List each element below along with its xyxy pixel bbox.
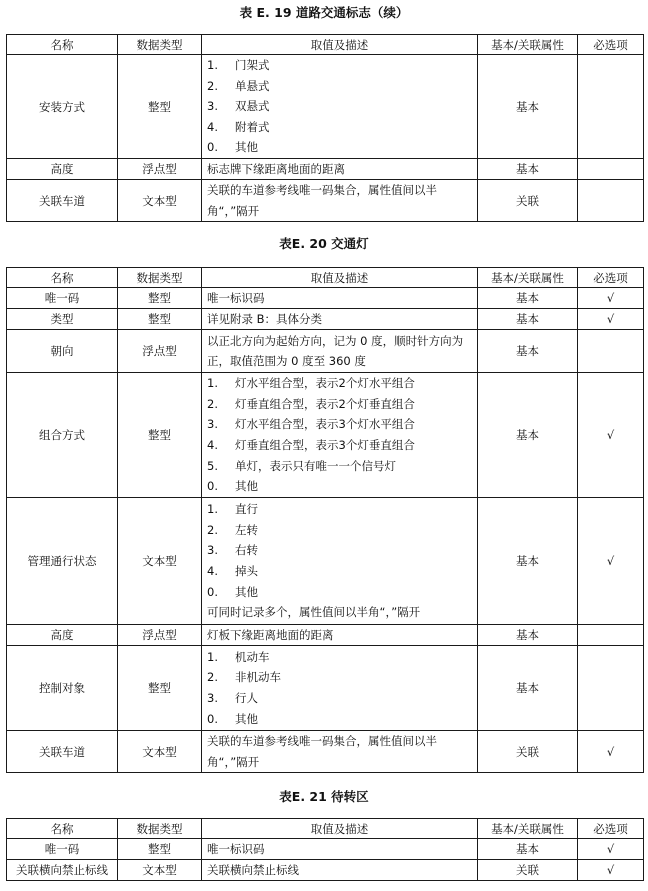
header-name: 名称 — [7, 35, 118, 55]
table-row — [7, 839, 644, 860]
cell-required: √ — [578, 498, 644, 625]
cell-required: √ — [578, 860, 644, 881]
header-description: 取值及描述 — [202, 819, 478, 839]
cell-type: 文本型 — [118, 180, 202, 222]
cell-description — [202, 55, 478, 159]
header-type: 数据类型 — [118, 819, 202, 839]
cell-name: 关联车道 — [7, 180, 118, 222]
list-item: 1. 门架式 — [207, 58, 270, 73]
cell-required: √ — [578, 373, 644, 498]
cell-name: 关联横向禁止标线 — [7, 860, 118, 881]
table-row — [7, 180, 644, 222]
cell-description: 灯板下缘距离地面的距离 — [202, 625, 478, 646]
header-row — [7, 268, 644, 288]
cell-name: 组合方式 — [7, 373, 118, 498]
header-required: 必选项 — [578, 268, 644, 288]
cell-name: 管理通行状态 — [7, 498, 118, 625]
list-item: 3. 右转 — [207, 543, 258, 558]
list-item: 2. 左转 — [207, 522, 258, 537]
table-title-e19: 表 E. 19 道路交通标志（续） — [239, 5, 409, 20]
cell-attribute: 关联 — [478, 860, 578, 881]
table-row — [7, 625, 644, 646]
cell-type: 整型 — [118, 373, 202, 498]
table-title-e21: 表E. 21 待转区 — [279, 789, 369, 804]
cell-description: 关联的车道参考线唯一码集合，属性值间以半角“，”隔开 — [202, 180, 478, 222]
cell-type: 整型 — [118, 55, 202, 159]
cell-attribute: 关联 — [478, 180, 578, 222]
cell-required: √ — [578, 731, 644, 773]
cell-type: 浮点型 — [118, 159, 202, 180]
cell-attribute: 基本 — [478, 373, 578, 498]
cell-name: 唯一码 — [7, 839, 118, 860]
table-row — [7, 330, 644, 373]
cell-type: 整型 — [118, 646, 202, 731]
table-e21 — [6, 818, 644, 881]
header-type: 数据类型 — [118, 35, 202, 55]
cell-name: 高度 — [7, 159, 118, 180]
header-attribute: 基本/关联属性 — [478, 819, 578, 839]
header-type: 数据类型 — [118, 268, 202, 288]
header-row — [7, 35, 644, 55]
cell-name: 控制对象 — [7, 646, 118, 731]
header-description: 取值及描述 — [202, 35, 478, 55]
cell-attribute: 基本 — [478, 330, 578, 373]
cell-required — [578, 646, 644, 731]
table-row — [7, 731, 644, 773]
list-item: 2. 单悬式 — [207, 78, 270, 93]
cell-type: 整型 — [118, 288, 202, 309]
table-row — [7, 288, 644, 309]
list-item: 3. 双悬式 — [207, 99, 270, 114]
cell-type: 文本型 — [118, 498, 202, 625]
cell-required — [578, 159, 644, 180]
cell-attribute: 基本 — [478, 55, 578, 159]
list-item: 4. 附着式 — [207, 119, 270, 134]
cell-note: 可同时记录多个，属性值间以半角“，”隔开 — [207, 605, 421, 620]
cell-description: 唯一标识码 — [202, 288, 478, 309]
list-item: 1. 机动车 — [207, 649, 270, 664]
list-item: 5. 单灯，表示只有唯一一个信号灯 — [207, 458, 396, 473]
header-required: 必选项 — [578, 819, 644, 839]
cell-attribute: 基本 — [478, 288, 578, 309]
table-row — [7, 373, 644, 498]
list-item: 1. 灯水平组合型，表示2个灯水平组合 — [207, 376, 415, 391]
list-item: 0. 其他 — [207, 140, 258, 155]
table-e19 — [6, 34, 644, 222]
cell-name: 类型 — [7, 309, 118, 330]
list-item: 3. 灯水平组合型，表示3个灯水平组合 — [207, 417, 415, 432]
list-item: 2. 灯垂直组合型，表示2个灯垂直组合 — [207, 396, 415, 411]
cell-required — [578, 55, 644, 159]
cell-type: 文本型 — [118, 860, 202, 881]
list-item: 4. 掉头 — [207, 564, 258, 578]
cell-attribute: 基本 — [478, 839, 578, 860]
list-item: 2. 非机动车 — [207, 670, 281, 685]
list-item: 0. 其他 — [207, 584, 258, 599]
list-item: 3. 行人 — [207, 691, 258, 705]
header-attribute: 基本/关联属性 — [478, 35, 578, 55]
cell-name: 关联车道 — [7, 731, 118, 773]
cell-description: 关联的车道参考线唯一码集合，属性值间以半角“，”隔开 — [202, 731, 478, 773]
table-row — [7, 646, 644, 731]
list-item: 0. 其他 — [207, 479, 258, 494]
cell-description: 详见附录 B：具体分类 — [202, 309, 478, 330]
cell-required: √ — [578, 309, 644, 330]
cell-attribute: 基本 — [478, 646, 578, 731]
cell-description — [202, 373, 478, 498]
cell-description — [202, 646, 478, 731]
cell-description: 以正北方向为起始方向，记为 0 度，顺时针方向为正，取值范围为 0 度至 360 度 — [202, 330, 478, 373]
header-attribute: 基本/关联属性 — [478, 268, 578, 288]
list-item: 0. 其他 — [207, 711, 258, 726]
list-item: 1. 直行 — [207, 502, 258, 517]
cell-type: 浮点型 — [118, 330, 202, 373]
cell-name: 唯一码 — [7, 288, 118, 309]
header-row — [7, 819, 644, 839]
table-row — [7, 498, 644, 625]
cell-required: √ — [578, 839, 644, 860]
list-item: 4. 灯垂直组合型，表示3个灯垂直组合 — [207, 438, 415, 452]
cell-attribute: 基本 — [478, 498, 578, 625]
table-row — [7, 55, 644, 159]
cell-description: 标志牌下缘距离地面的距离 — [202, 159, 478, 180]
cell-description: 唯一标识码 — [202, 839, 478, 860]
cell-name: 高度 — [7, 625, 118, 646]
cell-required — [578, 180, 644, 222]
cell-name: 朝向 — [7, 330, 118, 373]
header-required: 必选项 — [578, 35, 644, 55]
table-row — [7, 860, 644, 881]
header-description: 取值及描述 — [202, 268, 478, 288]
table-e20 — [6, 267, 644, 773]
cell-type: 浮点型 — [118, 625, 202, 646]
cell-attribute: 基本 — [478, 159, 578, 180]
cell-required — [578, 330, 644, 373]
cell-attribute: 基本 — [478, 625, 578, 646]
table-row — [7, 159, 644, 180]
header-name: 名称 — [7, 268, 118, 288]
table-title-e20: 表E. 20 交通灯 — [279, 236, 369, 251]
cell-type: 整型 — [118, 309, 202, 330]
cell-type: 整型 — [118, 839, 202, 860]
cell-description: 关联横向禁止标线 — [202, 860, 478, 881]
cell-description — [202, 498, 478, 625]
cell-name: 安装方式 — [7, 55, 118, 159]
header-name: 名称 — [7, 819, 118, 839]
cell-attribute: 基本 — [478, 309, 578, 330]
table-row — [7, 309, 644, 330]
cell-required — [578, 625, 644, 646]
cell-required: √ — [578, 288, 644, 309]
cell-attribute: 关联 — [478, 731, 578, 773]
cell-type: 文本型 — [118, 731, 202, 773]
